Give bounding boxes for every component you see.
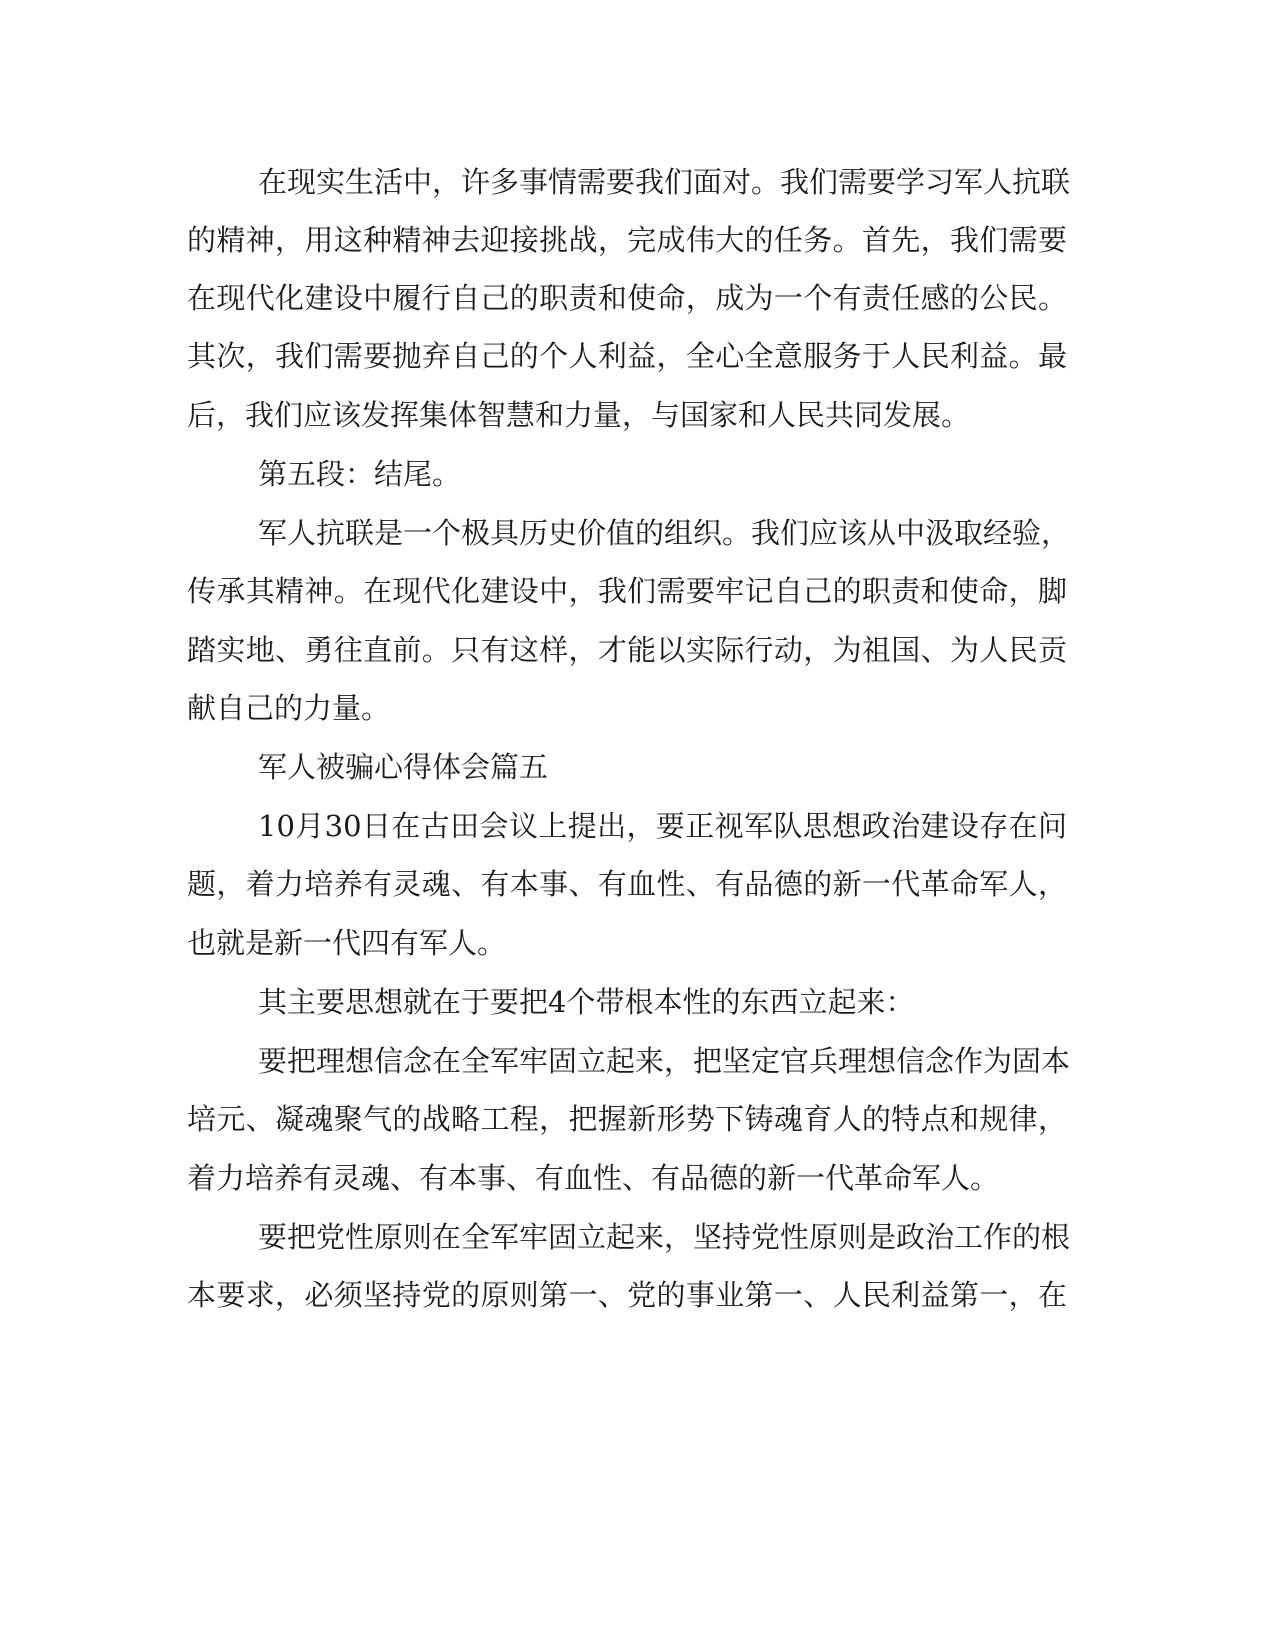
paragraph-7-line-3: 着力培养有灵魂、有本事、有血性、有品德的新一代革命军人。 [187, 1161, 1000, 1195]
paragraph-8-line-2: 本要求，必须坚持党的原则第一、党的事业第一、人民利益第一，在 [187, 1278, 1067, 1312]
paragraph-5-line-3: 也就是新一代四有军人。 [187, 926, 507, 960]
paragraph-5-line-1: 10月30日在古田会议上提出，要正视军队思想政治建设存在问 [258, 809, 1067, 843]
paragraph-1-line-3: 在现代化建设中履行自己的职责和使命，成为一个有责任感的公民。 [187, 281, 1067, 315]
paragraph-6-line-1: 其主要思想就在于要把4个带根本性的东西立起来： [258, 985, 915, 1019]
paragraph-3-line-3: 踏实地、勇往直前。只有这样，才能以实际行动，为祖国、为人民贡 [187, 633, 1067, 667]
paragraph-3-line-1: 军人抗联是一个极具历史价值的组织。我们应该从中汲取经验， [258, 516, 1071, 550]
section-heading: 第五段：结尾。 [258, 457, 462, 491]
paragraph-8-line-1: 要把党性原则在全军牢固立起来，坚持党性原则是政治工作的根 [258, 1220, 1071, 1254]
paragraph-7-line-2: 培元、凝魂聚气的战略工程，把握新形势下铸魂育人的特点和规律， [187, 1102, 1067, 1136]
paragraph-1-line-5: 后，我们应该发挥集体智慧和力量，与国家和人民共同发展。 [187, 398, 971, 432]
paragraph-1-line-1: 在现实生活中，许多事情需要我们面对。我们需要学习军人抗联 [258, 165, 1071, 199]
paragraph-3-line-2: 传承其精神。在现代化建设中，我们需要牢记自己的职责和使命，脚 [187, 574, 1067, 608]
paragraph-1-line-4: 其次，我们需要抛弃自己的个人利益，全心全意服务于人民利益。最 [187, 339, 1067, 373]
article-title: 军人被骗心得体会篇五 [258, 750, 549, 784]
paragraph-5-line-2: 题，着力培养有灵魂、有本事、有血性、有品德的新一代革命军人， [187, 867, 1067, 901]
paragraph-7-line-1: 要把理想信念在全军牢固立起来，把坚定官兵理想信念作为固本 [258, 1044, 1071, 1078]
paragraph-3-line-4: 献自己的力量。 [187, 691, 391, 725]
paragraph-1-line-2: 的精神，用这种精神去迎接挑战，完成伟大的任务。首先，我们需要 [187, 223, 1067, 257]
